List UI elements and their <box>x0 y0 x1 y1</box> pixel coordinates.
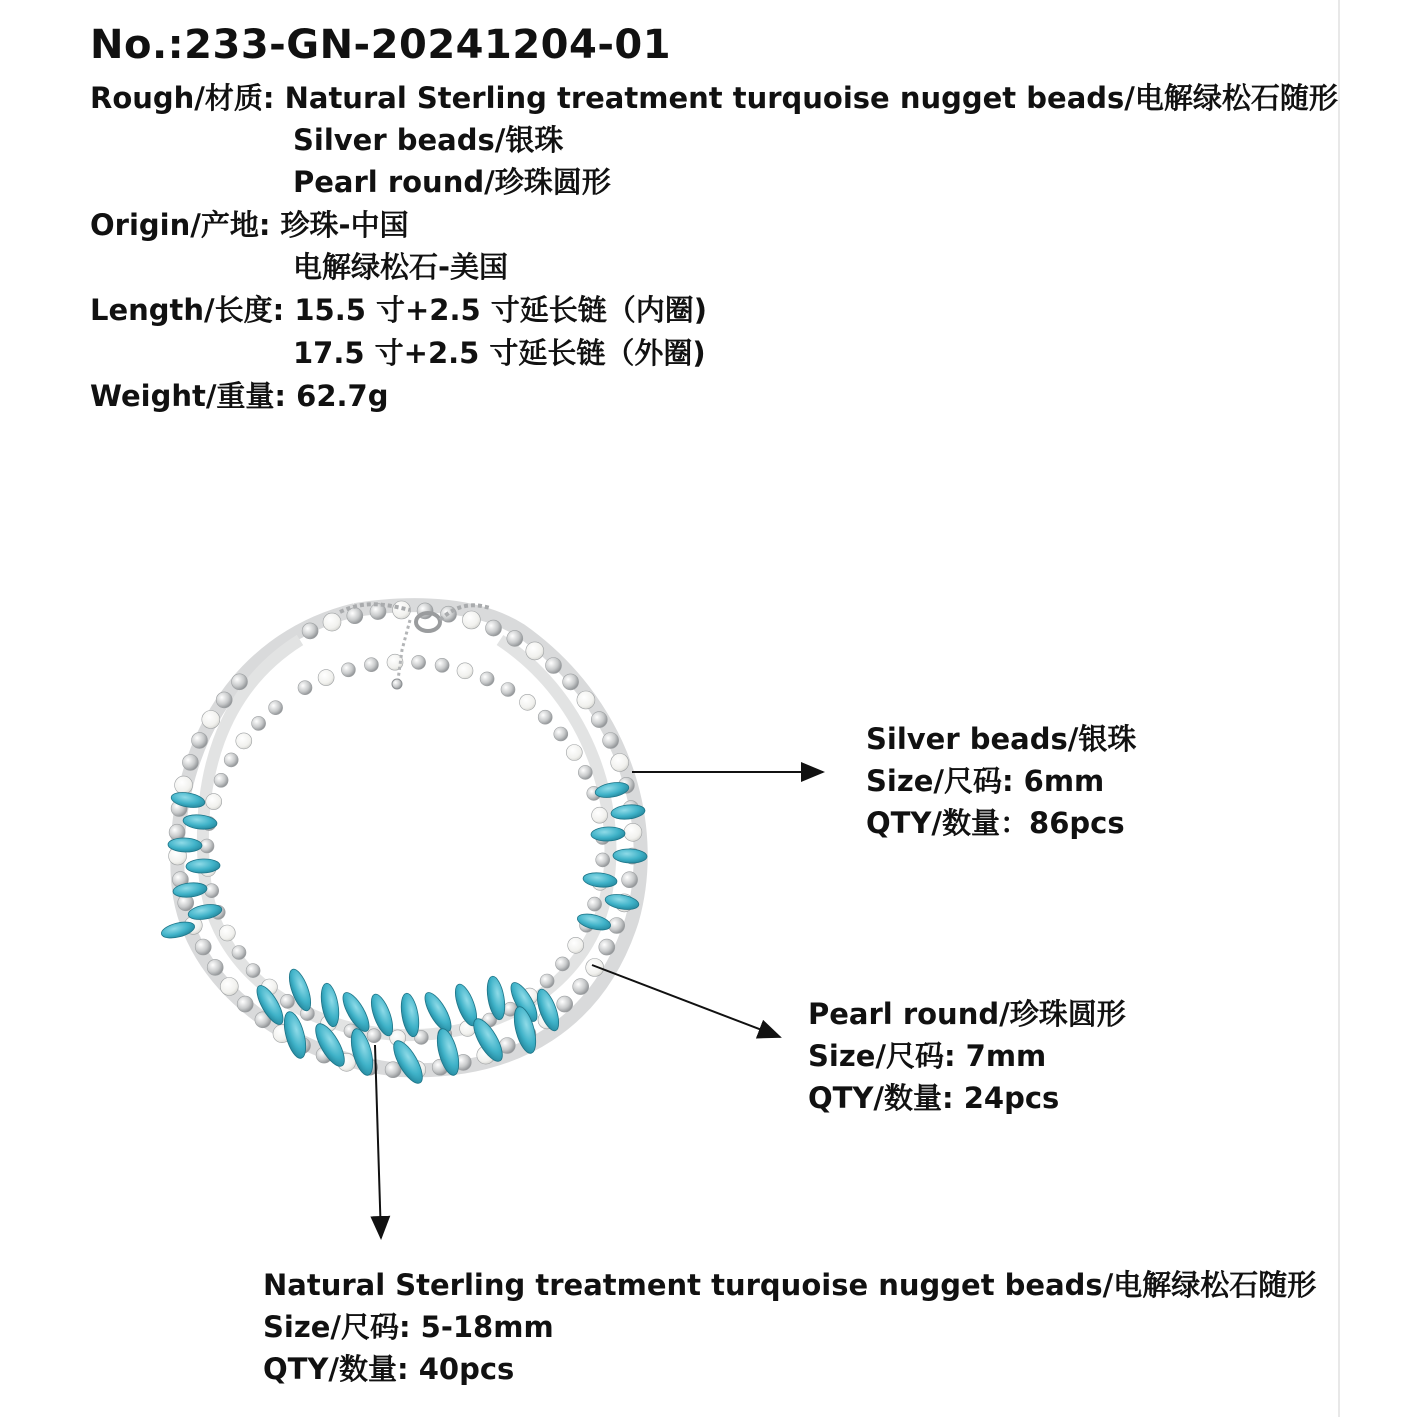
pearl-callout-name: Pearl round/珍珠圆形 <box>808 997 1126 1031</box>
turquoise-nugget <box>182 813 217 830</box>
silver-bead <box>507 630 523 646</box>
turquoise-nugget <box>533 987 563 1034</box>
pearl-bead <box>577 691 595 709</box>
pearl-bead <box>520 694 536 710</box>
silver-bead <box>364 658 378 672</box>
silver-bead <box>603 733 619 749</box>
rough-label: Rough/材质: <box>90 81 275 115</box>
origin-label: Origin/产地: <box>90 208 271 242</box>
silver-bead <box>205 884 219 898</box>
pearl-callout-size: Size/尺码: 7mm <box>808 1039 1047 1073</box>
origin-value-pearl: 珍珠-中国 <box>280 208 409 242</box>
pearl-bead <box>206 794 222 810</box>
silver-bead <box>412 655 426 669</box>
silver-bead <box>252 716 266 730</box>
silver-bead <box>302 623 318 639</box>
pearl-bead <box>624 823 642 841</box>
silver-bead <box>563 674 579 690</box>
silver-bead <box>182 754 198 770</box>
turquoise-callout-name: Natural Sterling treatment turquoise nugget beads/电解绿松石随形 <box>263 1268 1317 1302</box>
pearl-bead <box>318 670 334 686</box>
weight-label: Weight/重量: <box>90 379 287 413</box>
silver-bead <box>599 939 615 955</box>
silver-bead <box>207 959 223 975</box>
pearl-arrow <box>592 965 780 1037</box>
length-value-inner: 15.5 寸+2.5 寸延长链（内圈) <box>294 293 708 327</box>
pearl-callout-qty: QTY/数量: 24pcs <box>808 1081 1060 1115</box>
pearl-bead <box>220 978 238 996</box>
silver-bead <box>591 712 607 728</box>
silver-bead <box>237 996 253 1012</box>
silver-callout-size: Size/尺码: 6mm <box>866 764 1105 798</box>
pearl-bead <box>202 711 220 729</box>
silver-callout-qty: QTY/数量：86pcs <box>866 806 1125 840</box>
silver-bead <box>540 974 554 988</box>
pearl-bead <box>592 807 608 823</box>
pearl-bead <box>236 733 252 749</box>
silver-bead <box>269 701 283 715</box>
silver-bead <box>609 918 625 934</box>
silver-bead <box>578 765 592 779</box>
silver-callout <box>866 718 1136 844</box>
silver-bead <box>538 710 552 724</box>
pearl-bead <box>219 925 235 941</box>
pearl-bead <box>611 754 629 772</box>
silver-bead <box>546 658 562 674</box>
rough-value-turquoise: Natural Sterling treatment turquoise nugget beads/电解绿松石随形 <box>284 81 1338 115</box>
silver-bead <box>246 964 260 978</box>
rough-value-pearl: Pearl round/珍珠圆形 <box>293 165 611 199</box>
silver-bead <box>232 674 248 690</box>
silver-bead <box>216 692 232 708</box>
weight-value: 62.7g <box>296 379 389 413</box>
pearl-bead <box>457 663 473 679</box>
pearl-callout <box>808 993 1126 1119</box>
turquoise-callout-qty: QTY/数量: 40pcs <box>263 1352 515 1386</box>
pearl-bead <box>566 745 582 761</box>
pearl-bead <box>175 776 193 794</box>
pearl-bead <box>462 611 480 629</box>
pearl-bead <box>323 613 341 631</box>
origin-value-turquoise: 电解绿松石-美国 <box>293 250 509 284</box>
silver-bead <box>224 753 238 767</box>
silver-bead <box>596 853 610 867</box>
rough-value-silver: Silver beads/银珠 <box>293 123 564 157</box>
silver-bead <box>557 996 573 1012</box>
silver-bead <box>195 939 211 955</box>
silver-bead <box>554 727 568 741</box>
silver-bead <box>435 658 449 672</box>
product-number-title: No.:233-GN-20241204-01 <box>90 22 672 68</box>
pearl-bead <box>526 642 544 660</box>
silver-bead <box>622 872 638 888</box>
length-label: Length/长度: <box>90 293 285 327</box>
turquoise-callout-size: Size/尺码: 5-18mm <box>263 1310 554 1344</box>
silver-bead <box>214 773 228 787</box>
silver-bead <box>486 620 502 636</box>
silver-bead <box>501 683 515 697</box>
silver-bead <box>298 681 312 695</box>
turquoise-nugget <box>591 826 625 841</box>
silver-bead <box>480 672 494 686</box>
silver-bead <box>573 979 589 995</box>
silver-bead <box>588 897 602 911</box>
silver-callout-name: Silver beads/银珠 <box>866 722 1137 756</box>
silver-bead <box>232 946 246 960</box>
pearl-bead <box>568 937 584 953</box>
silver-bead <box>281 994 295 1008</box>
silver-bead <box>367 1029 381 1043</box>
silver-bead <box>341 663 355 677</box>
silver-bead <box>192 732 208 748</box>
turquoise-callout <box>263 1264 1316 1390</box>
silver-bead <box>556 957 570 971</box>
length-value-outer: 17.5 寸+2.5 寸延长链（外圈) <box>293 336 706 370</box>
